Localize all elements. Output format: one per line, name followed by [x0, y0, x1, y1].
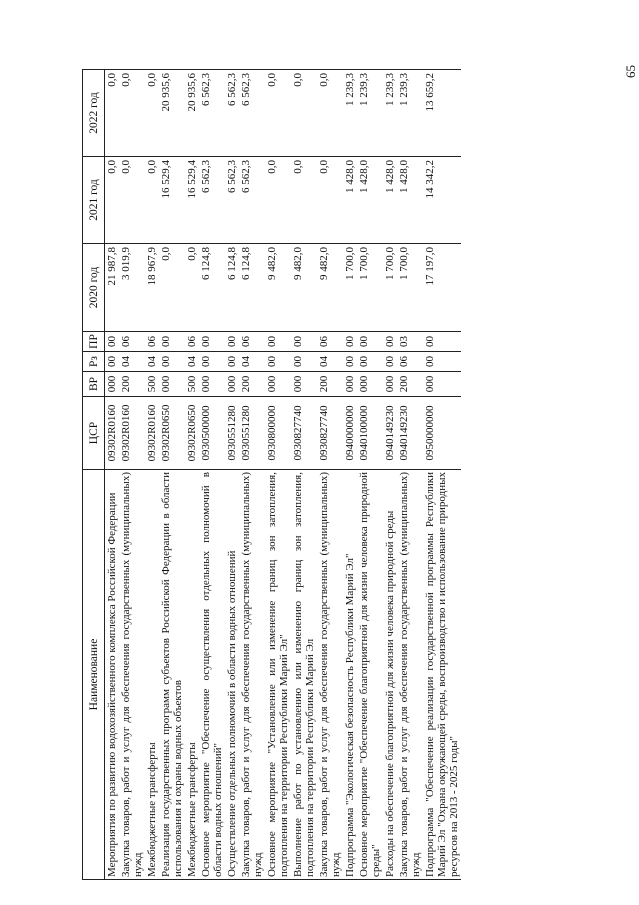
- cell-y2021: 0,0: [317, 157, 343, 244]
- cell-rz: 00: [105, 352, 120, 372]
- cell-y2022: 0,0: [119, 70, 145, 157]
- cell-name: Основное мероприятие "Установление или изменение границ зон затопления, подтопления на территории Республики Марий Эл": [265, 470, 291, 880]
- cell-rz: 04: [119, 352, 145, 372]
- cell-y2021: 16 529,4: [159, 157, 185, 244]
- cell-rz: 04: [239, 352, 265, 372]
- table-row: [265, 70, 291, 880]
- cell-name: Межбюджетные трансферты: [145, 470, 159, 880]
- cell-name: Закупка товаров, работ и услуг для обеспечения государственных (муниципальных) нужд: [119, 470, 145, 880]
- cell-name: Реализация государственных программ субъектов Российской Федерации в области использования и охраны водных объектов: [159, 470, 185, 880]
- cell-csr: 0950000000: [423, 397, 461, 470]
- cell-vr: 000: [105, 372, 120, 397]
- rotated-budget-table-wrapper: [82, 70, 625, 880]
- table-row: [119, 70, 145, 880]
- cell-csr: 09302R0650: [185, 397, 199, 470]
- cell-y2020: 6 124,8: [199, 244, 225, 332]
- cell-y2020: 21 987,8: [105, 244, 120, 332]
- header-rz: Рз: [83, 352, 105, 372]
- cell-y2021: 6 562,3: [239, 157, 265, 244]
- cell-y2021: 1 428,0: [357, 157, 383, 244]
- cell-y2020: 9 482,0: [317, 244, 343, 332]
- cell-rz: 04: [185, 352, 199, 372]
- cell-y2020: 6 124,8: [239, 244, 265, 332]
- cell-name: Закупка товаров, работ и услуг для обеспечения государственных (муниципальных) нужд: [239, 470, 265, 880]
- cell-pr: 06: [239, 332, 265, 352]
- cell-name: Закупка товаров, работ и услуг для обеспечения государственных (муниципальных) нужд: [317, 470, 343, 880]
- cell-y2022: 0,0: [291, 70, 317, 157]
- cell-csr: 0930551280: [225, 397, 239, 470]
- table-row: [105, 70, 120, 880]
- table-row: [159, 70, 185, 880]
- header-vr: ВР: [83, 372, 105, 397]
- cell-name: Закупка товаров, работ и услуг для обеспечения государственных (муниципальных) нужд: [397, 470, 423, 880]
- cell-pr: 00: [291, 332, 317, 352]
- cell-y2020: 1 700,0: [357, 244, 383, 332]
- cell-y2020: 1 700,0: [343, 244, 357, 332]
- cell-vr: 000: [343, 372, 357, 397]
- cell-pr: 00: [383, 332, 397, 352]
- cell-rz: 04: [317, 352, 343, 372]
- cell-rz: 00: [423, 352, 461, 372]
- cell-vr: 200: [317, 372, 343, 397]
- table-row: [225, 70, 239, 880]
- cell-y2022: 0,0: [317, 70, 343, 157]
- table-body: [105, 70, 462, 880]
- cell-y2022: 0,0: [105, 70, 120, 157]
- table-row: [185, 70, 199, 880]
- table-row: [423, 70, 461, 880]
- cell-csr: 0930500000: [199, 397, 225, 470]
- cell-vr: 200: [397, 372, 423, 397]
- cell-rz: 04: [145, 352, 159, 372]
- table-row: [383, 70, 397, 880]
- cell-rz: 00: [265, 352, 291, 372]
- cell-pr: 03: [397, 332, 423, 352]
- cell-name: Выполнение работ по установлению или изменению границ зон затопления, подтопления на территории Республики Марий Эл: [291, 470, 317, 880]
- cell-vr: 200: [119, 372, 145, 397]
- cell-name: Расходы на обеспечение благоприятной для жизни человека природной среды: [383, 470, 397, 880]
- cell-y2021: 16 529,4: [185, 157, 199, 244]
- cell-csr: 0940149230: [397, 397, 423, 470]
- cell-vr: 500: [145, 372, 159, 397]
- cell-pr: 06: [317, 332, 343, 352]
- cell-y2020: 6 124,8: [225, 244, 239, 332]
- table-row: [199, 70, 225, 880]
- table-row: [397, 70, 423, 880]
- cell-y2022: 1 239,3: [383, 70, 397, 157]
- cell-y2021: 1 428,0: [397, 157, 423, 244]
- cell-y2020: 17 197,0: [423, 244, 461, 332]
- cell-csr: 09302R0160: [119, 397, 145, 470]
- cell-vr: 000: [265, 372, 291, 397]
- cell-name: Осуществление отдельных полномочий в области водных отношений: [225, 470, 239, 880]
- cell-pr: 06: [119, 332, 145, 352]
- cell-y2022: 1 239,3: [397, 70, 423, 157]
- table-row: [145, 70, 159, 880]
- cell-y2022: 6 562,3: [199, 70, 225, 157]
- cell-pr: 00: [159, 332, 185, 352]
- cell-y2022: 1 239,3: [357, 70, 383, 157]
- budget-table: [82, 69, 461, 880]
- cell-csr: 0930827740: [317, 397, 343, 470]
- cell-y2021: 0,0: [265, 157, 291, 244]
- cell-pr: 06: [145, 332, 159, 352]
- cell-y2020: 0,0: [159, 244, 185, 332]
- cell-vr: 000: [291, 372, 317, 397]
- cell-y2022: 13 659,2: [423, 70, 461, 157]
- cell-csr: 0930551280: [239, 397, 265, 470]
- cell-csr: 09302R0160: [145, 397, 159, 470]
- cell-y2021: 0,0: [145, 157, 159, 244]
- cell-y2020: 1 700,0: [383, 244, 397, 332]
- cell-y2021: 0,0: [119, 157, 145, 244]
- cell-pr: 00: [357, 332, 383, 352]
- cell-name: Подпрограмма "Экологическая безопасность Республики Марий Эл": [343, 470, 357, 880]
- header-2020: 2020 год: [83, 244, 105, 332]
- cell-vr: 000: [423, 372, 461, 397]
- cell-y2020: 3 019,9: [119, 244, 145, 332]
- cell-csr: 0940000000: [343, 397, 357, 470]
- cell-y2020: 9 482,0: [265, 244, 291, 332]
- cell-rz: 00: [383, 352, 397, 372]
- header-name: Наименование: [83, 470, 105, 880]
- cell-vr: 500: [185, 372, 199, 397]
- table-row: [291, 70, 317, 880]
- header-2021: 2021 год: [83, 157, 105, 244]
- cell-y2022: 0,0: [265, 70, 291, 157]
- cell-csr: 09302R0650: [159, 397, 185, 470]
- header-pr: ПР: [83, 332, 105, 352]
- cell-rz: 06: [397, 352, 423, 372]
- cell-rz: 00: [199, 352, 225, 372]
- cell-vr: 000: [159, 372, 185, 397]
- cell-csr: 0940100000: [357, 397, 383, 470]
- table-header-row: [83, 70, 105, 880]
- cell-y2022: 1 239,3: [343, 70, 357, 157]
- cell-y2022: 6 562,3: [239, 70, 265, 157]
- cell-vr: 000: [225, 372, 239, 397]
- cell-name: Основное мероприятие "Обеспечение осуществления отдельных полномочий в области водных отношений": [199, 470, 225, 880]
- cell-y2020: 1 700,0: [397, 244, 423, 332]
- cell-pr: 00: [265, 332, 291, 352]
- cell-rz: 00: [159, 352, 185, 372]
- cell-y2020: 18 967,9: [145, 244, 159, 332]
- cell-pr: 00: [199, 332, 225, 352]
- cell-vr: 000: [383, 372, 397, 397]
- cell-y2022: 0,0: [145, 70, 159, 157]
- table-row: [343, 70, 357, 880]
- cell-csr: 0930827740: [291, 397, 317, 470]
- table-row: [239, 70, 265, 880]
- cell-pr: 00: [105, 332, 120, 352]
- page-number: 65: [623, 65, 638, 78]
- cell-pr: 00: [343, 332, 357, 352]
- cell-pr: 00: [423, 332, 461, 352]
- cell-rz: 00: [357, 352, 383, 372]
- cell-name: Основное мероприятие "Обеспечение благоприятной для жизни человека природной среды": [357, 470, 383, 880]
- cell-y2020: 9 482,0: [291, 244, 317, 332]
- cell-name: Межбюджетные трансферты: [185, 470, 199, 880]
- table-row: [357, 70, 383, 880]
- cell-vr: 200: [239, 372, 265, 397]
- cell-y2021: 6 562,3: [225, 157, 239, 244]
- cell-y2021: 0,0: [105, 157, 120, 244]
- cell-pr: 00: [225, 332, 239, 352]
- cell-rz: 00: [343, 352, 357, 372]
- cell-vr: 000: [199, 372, 225, 397]
- cell-csr: 0930800000: [265, 397, 291, 470]
- cell-y2021: 6 562,3: [199, 157, 225, 244]
- cell-name: Подпрограмма "Обеспечение реализации государственной программы Республики Марий Эл "Охрана окружающей среды, воспроизводство и использование природных ресурсов на 2013 - 2025 годы": [423, 470, 461, 880]
- cell-y2022: 6 562,3: [225, 70, 239, 157]
- cell-csr: 0940149230: [383, 397, 397, 470]
- cell-y2022: 20 935,6: [185, 70, 199, 157]
- cell-y2021: 1 428,0: [343, 157, 357, 244]
- cell-rz: 00: [291, 352, 317, 372]
- cell-csr: 09302R0160: [105, 397, 120, 470]
- cell-y2020: 0,0: [185, 244, 199, 332]
- table-row: [317, 70, 343, 880]
- cell-name: Мероприятия по развитию водохозяйственного комплекса Российской Федерации: [105, 470, 120, 880]
- cell-y2021: 14 342,2: [423, 157, 461, 244]
- cell-y2021: 0,0: [291, 157, 317, 244]
- header-csr: ЦСР: [83, 397, 105, 470]
- header-2022: 2022 год: [83, 70, 105, 157]
- cell-rz: 00: [225, 352, 239, 372]
- cell-y2021: 1 428,0: [383, 157, 397, 244]
- cell-vr: 000: [357, 372, 383, 397]
- cell-pr: 06: [185, 332, 199, 352]
- cell-y2022: 20 935,6: [159, 70, 185, 157]
